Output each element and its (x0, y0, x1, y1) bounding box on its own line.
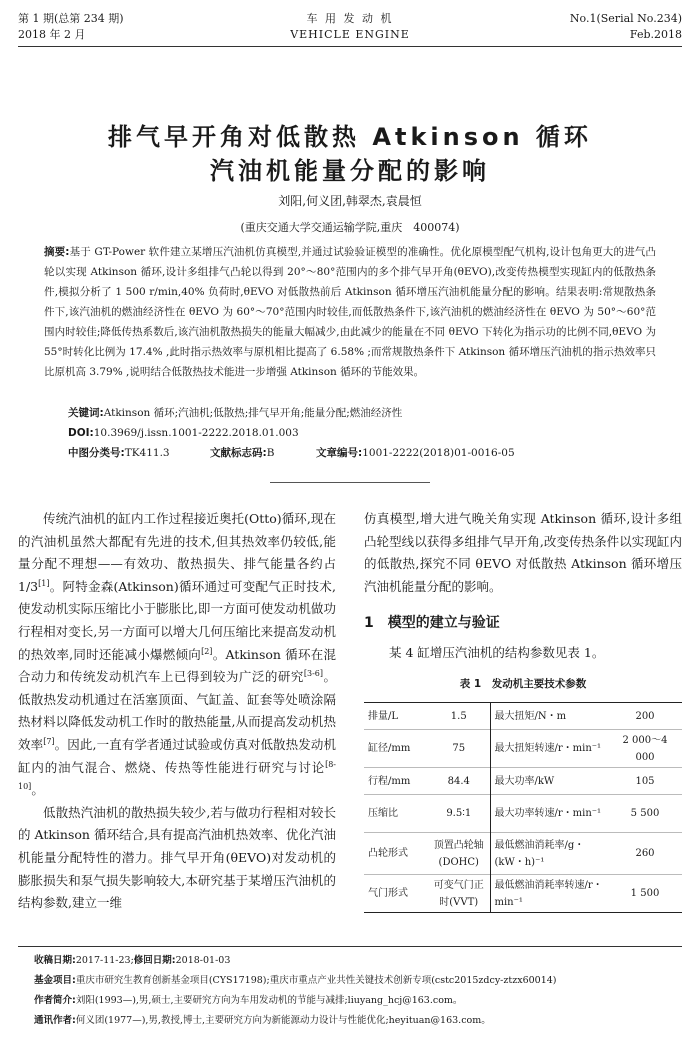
abstract (44, 242, 656, 382)
table-cell-param-value: 105 (635, 775, 655, 787)
abstract-separator (270, 482, 430, 483)
body-right-column (364, 508, 682, 598)
table-cell-param-value: 9.5∶1 (446, 808, 472, 819)
keywords-label: 关键词: (68, 407, 104, 419)
table-cell-param-value: 2 000～4 000 (622, 734, 668, 763)
table-cell-param-value: 200 (635, 710, 655, 722)
citation-1: [1] (38, 578, 50, 588)
table-cell-param-name: 凸轮形式 (368, 848, 408, 859)
body-paragraph-2: 低散热汽油机的散热损失较少,若与做功行程相对较长的 Atkinson 循环结合,具有提高汽油机热效率、优化汽油机能量分配特性的潜力。排气早开角(θEVO)对发动机的膨胀损失和泵气损失影响较大,本研究基于某增压汽油机的结构参数,建立一维 (18, 804, 336, 911)
doi-label: DOI: (68, 427, 94, 439)
table-cell-param-name: 压缩比 (368, 808, 398, 819)
authors: 刘阳,何义团,韩翠杰,袁晨恒 (278, 194, 422, 208)
body-left-column (18, 508, 336, 915)
body-paragraph-1: 传统汽油机的缸内工作过程接近奥托(Otto)循环,现在的汽油机虽然大都配有先进的技术,但其热效率仍较低,能量分配不理想——有效功、散热损失、排气能量各约占 1/3[1]。阿特金森(Atkinson)循环通过可变配气正时技术,使发动机实际压缩比小于膨胀比,即一方面可使发动机做功行程相对变长,另一方面可以增大几何压缩比来提高发动机的热效率,同时还能减小爆燃倾向[2]。Atkinson 循环在混合动力和传统发动机汽车上已得到较为广泛的研究[3-6]。低散热发动机通过在活塞顶面、气缸盖、缸套等处喷涂隔热材料以降低发动机工作时的散热能量,从而提高发动机热效率[7]。因此,一直有学者通过试验或仿真对低散热发动机缸内的油气混合、燃烧、传热等性能进行研究与讨论[8-10]。 (18, 511, 336, 798)
table-cell-param-name: 气门形式 (368, 888, 408, 899)
citation-3-6: [3-6] (303, 669, 323, 678)
keywords-text: Atkinson 循环;汽油机;低散热;排气早开角;能量分配;燃油经济性 (103, 407, 403, 419)
table-cell-param-name: 行程/mm (368, 775, 411, 787)
table-cell-param-name: 最大功率/kW (490, 768, 608, 795)
table-cell-param-name: 最低燃油消耗率转速/r・min⁻¹ (490, 875, 608, 913)
classification-doc (210, 445, 274, 462)
section-1-heading: 1 模型的建立与验证 (364, 615, 500, 631)
body-paragraph-3: 某 4 缸增压汽油机的结构参数见表 1。 (389, 645, 605, 660)
article-no-label: 文章编号: (316, 447, 363, 459)
doc-code-label: 文献标志码: (210, 447, 267, 459)
table-cell-param-value: 1 500 (630, 888, 660, 899)
table-row (364, 795, 682, 833)
table-cell-param-name: 缸径/mm (368, 743, 411, 754)
table-row (364, 875, 682, 913)
header-journal-en: VEHICLE ENGINE (290, 28, 410, 41)
table-1-caption: 表 1 发动机主要技术参数 (459, 678, 587, 690)
table-cell-param-value: 84.4 (447, 775, 470, 787)
abstract-label: 摘要: (44, 246, 70, 258)
header-issue-en: No.1(Serial No.234) (569, 12, 682, 25)
citation-7: [7] (43, 736, 55, 746)
footnotes (34, 952, 674, 1029)
table-cell-param-value: 5 500 (630, 808, 660, 819)
header-rule (18, 46, 682, 47)
table-cell-param-name: 最大功率转速/r・min⁻¹ (490, 795, 608, 833)
table-cell-param-value: 1.5 (450, 710, 467, 722)
table-cell-param-name: 最大扭矩转速/r・min⁻¹ (490, 730, 608, 768)
citation-2: [2] (201, 646, 213, 656)
citation-8-10: [8-10] (18, 759, 336, 791)
table-1 (364, 702, 682, 913)
table-row (364, 703, 682, 730)
header-date-en: Feb.2018 (629, 28, 682, 41)
clc-label: 中图分类号: (68, 447, 125, 459)
table-cell-param-value: 260 (635, 848, 655, 859)
table-cell-param-name: 排量/L (368, 710, 399, 722)
classification-clc (68, 445, 170, 462)
header-date: 2018 年 2 月 (18, 28, 86, 41)
classification-article (316, 445, 515, 462)
table-row (364, 730, 682, 768)
footnote-fund: 基金项目:重庆市研究生教育创新基金项目(CYS17198);重庆市重点产业共性关键技术创新专项(cstc2015zdcy-ztzx60014) (34, 975, 557, 986)
body-paragraph-2-continued: 仿真模型,增大进气晚关角实现 Atkinson 循环,设计多组凸轮型线以获得多组排气早开角,改变传热条件以实现缸内的低散热,探究不同 θEVO 对低散热 Atkinson 循环增压汽油机能量分配的影响。 (364, 511, 682, 594)
article-no-value: 1001-2222(2018)01-0016-05 (362, 447, 515, 459)
table-cell-param-name: 最低燃油消耗率/g・(kW・h)⁻¹ (490, 833, 608, 875)
abstract-text: 基于 GT-Power 软件建立某增压汽油机仿真模型,并通过试验验证模型的准确性。优化原模型配气机构,设计包角更大的进气凸轮以实现 Atkinson 循环,设计多组排气凸轮以得到 20°～80°范围内的多个排气早开角(θEVO),改变传热模型实现缸内的低散热条件,模拟分析了 1 500 r/min,40% 负荷时,θEVO 对低散热前后 Atkinson 循环增压汽油机能量分配的影响。结果表明:常规散热条件下,该汽油机的燃油经济性在 θEVO 为 60°～70°范围内时较佳,而低散热条件下,该汽油机的燃油经济性在 θEVO 为 50°～60°范围内时较佳;降低传热系数后,该汽油机散热损失的能量大幅减少,由此减少的能量在不同 θEVO 下转化为指示功的比例不同,θEVO 为 55°时转化比例为 17.4% ,此时指示热效率与原机相比提高了 6.58% ;而常规散热条件下 Atkinson 循环增压汽油机的指示热效率只比原机高 3.79% ,说明结合低散热技术能进一步增强 Atkinson 循环的节能效果。 (44, 246, 656, 378)
footnote-dates: 收稿日期:2017-11-23;修回日期:2018-01-03 (34, 955, 231, 966)
keywords (68, 405, 402, 422)
title-line-2: 汽油机能量分配的影响 (210, 157, 490, 185)
footnote-rule (18, 946, 682, 947)
clc-value: TK411.3 (124, 447, 170, 459)
doi-text: 10.3969/j.issn.1001-2222.2018.01.003 (93, 427, 299, 439)
table-cell-param-value: 75 (452, 743, 466, 754)
table-row (364, 833, 682, 875)
affiliation: (重庆交通大学交通运输学院,重庆 400074) (240, 221, 460, 234)
doi (68, 425, 299, 442)
table-cell-param-value: 可变气门正时(VVT) (433, 879, 484, 908)
header-journal-cn: 车 用 发 动 机 (306, 12, 394, 25)
footnote-corresponding: 通讯作者:何义团(1977—),男,教授,博士,主要研究方向为新能源动力设计与性能优化;heyituan@163.com。 (34, 1015, 491, 1026)
table-row (364, 768, 682, 795)
table-cell-param-name: 最大扭矩/N・m (490, 703, 608, 730)
header-issue: 第 1 期(总第 234 期) (18, 12, 124, 25)
table-1-grid (364, 702, 682, 913)
doc-code-value: B (266, 447, 275, 459)
title-line-1: 排气早开角对低散热 Atkinson 循环 (108, 123, 592, 151)
table-cell-param-value: 顶置凸轮轴(DOHC) (433, 839, 484, 868)
footnote-author: 作者简介:刘阳(1993—),男,硕士,主要研究方向为车用发动机的节能与减排;liuyang_hcj@163.com。 (34, 995, 463, 1006)
